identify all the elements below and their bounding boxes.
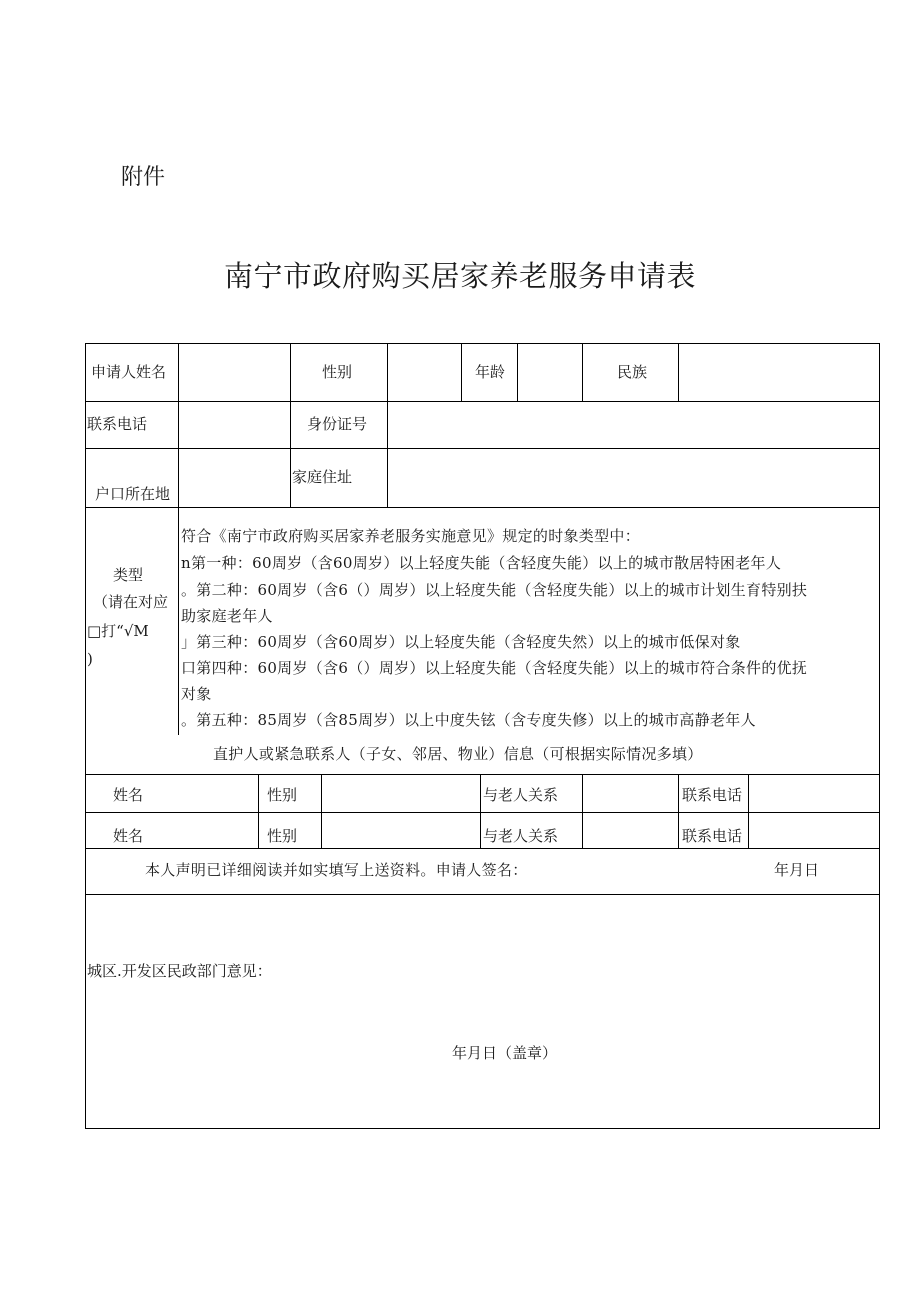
col-divider: [678, 343, 679, 401]
type-option-2-cont: 助家庭老年人: [181, 607, 273, 625]
age-label: 年龄: [475, 363, 506, 381]
type-option-4: 口第四种：60周岁（含6（）周岁）以上轻度失能（含轻度失能）以上的城市符合条件的优抚: [181, 659, 808, 677]
col-divider: [461, 343, 462, 401]
row-divider: [85, 401, 880, 402]
ethnicity-label: 民族: [617, 363, 648, 381]
col-divider: [748, 774, 749, 848]
col-divider: [290, 343, 291, 507]
col-divider: [678, 774, 679, 848]
applicant-name-label: 申请人姓名: [91, 363, 167, 381]
contact-phone-label: 联系电话: [682, 827, 743, 845]
contacts-heading: 直护人或紧急联系人（子女、邻居、物业）信息（可根据实际情况多填）: [213, 745, 703, 763]
hukou-label: 户口所在地: [95, 485, 171, 503]
type-option-2: 。第二种：60周岁（含6（）周岁）以上轻度失能（含轻度失能）以上的城市计划生育特别扶: [181, 581, 808, 599]
phone-label: 联系电话: [87, 415, 148, 433]
contact-relation-label: 与老人关系: [483, 827, 559, 845]
col-divider: [387, 343, 388, 507]
col-divider: [258, 774, 259, 848]
col-divider: [178, 507, 179, 735]
type-option-5: 。第五种：85周岁（含85周岁）以上中度失铉（含专度失修）以上的城市高静老年人: [181, 711, 756, 729]
col-divider: [582, 774, 583, 848]
type-option-1: n第一种：60周岁（含60周岁）以上轻度失能（含轻度失能）以上的城市散居特困老年人: [181, 554, 782, 572]
type-label: 类型: [113, 566, 144, 584]
application-form: [85, 343, 880, 1128]
type-hint: ): [87, 650, 93, 668]
border-top: [85, 343, 880, 344]
declaration-text: 本人声明已详细阅读并如实填写上送资料。申请人签名：: [145, 861, 528, 879]
col-divider: [480, 774, 481, 848]
attachment-label: 附件: [121, 165, 166, 190]
border-bottom: [85, 1128, 880, 1129]
gender-label: 性别: [322, 363, 353, 381]
row-divider: [85, 812, 880, 813]
type-intro: 符合《南宁市政府购买居家养老服务实施意见》规定的时象类型中：: [181, 527, 641, 545]
row-divider: [85, 894, 880, 895]
row-divider: [85, 848, 880, 849]
declaration-date: 年月日: [774, 861, 820, 879]
col-divider: [178, 343, 179, 507]
home-address-label: 家庭住址: [292, 468, 353, 486]
col-divider: [582, 343, 583, 401]
col-divider: [321, 774, 322, 848]
type-option-3: 」第三种：60周岁（含60周岁）以上轻度失能（含轻度失然）以上的城市低保对象: [181, 633, 741, 651]
contact-gender-label: 性别: [267, 827, 298, 845]
contact-gender-label: 性别: [267, 786, 298, 804]
civil-affairs-opinion-label: 城区.开发区民政部门意见：: [87, 962, 272, 980]
col-divider: [517, 343, 518, 401]
form-title: 南宁市政府购买居家养老服务申请表: [223, 259, 696, 293]
row-divider: [85, 507, 880, 508]
type-option-4-cont: 对象: [181, 685, 212, 703]
id-number-label: 身份证号: [307, 415, 368, 433]
border-right: [879, 343, 880, 1129]
contact-phone-label: 联系电话: [682, 786, 743, 804]
type-hint: （请在对应: [93, 593, 169, 611]
opinion-date-seal: 年月日（盖章）: [452, 1044, 558, 1062]
row-divider: [85, 774, 880, 775]
row-divider: [85, 448, 880, 449]
type-hint: □打“√M: [87, 622, 149, 640]
contact-name-label: 姓名: [113, 786, 144, 804]
contact-relation-label: 与老人关系: [483, 786, 559, 804]
border-left: [85, 343, 86, 1129]
contact-name-label: 姓名: [113, 827, 144, 845]
